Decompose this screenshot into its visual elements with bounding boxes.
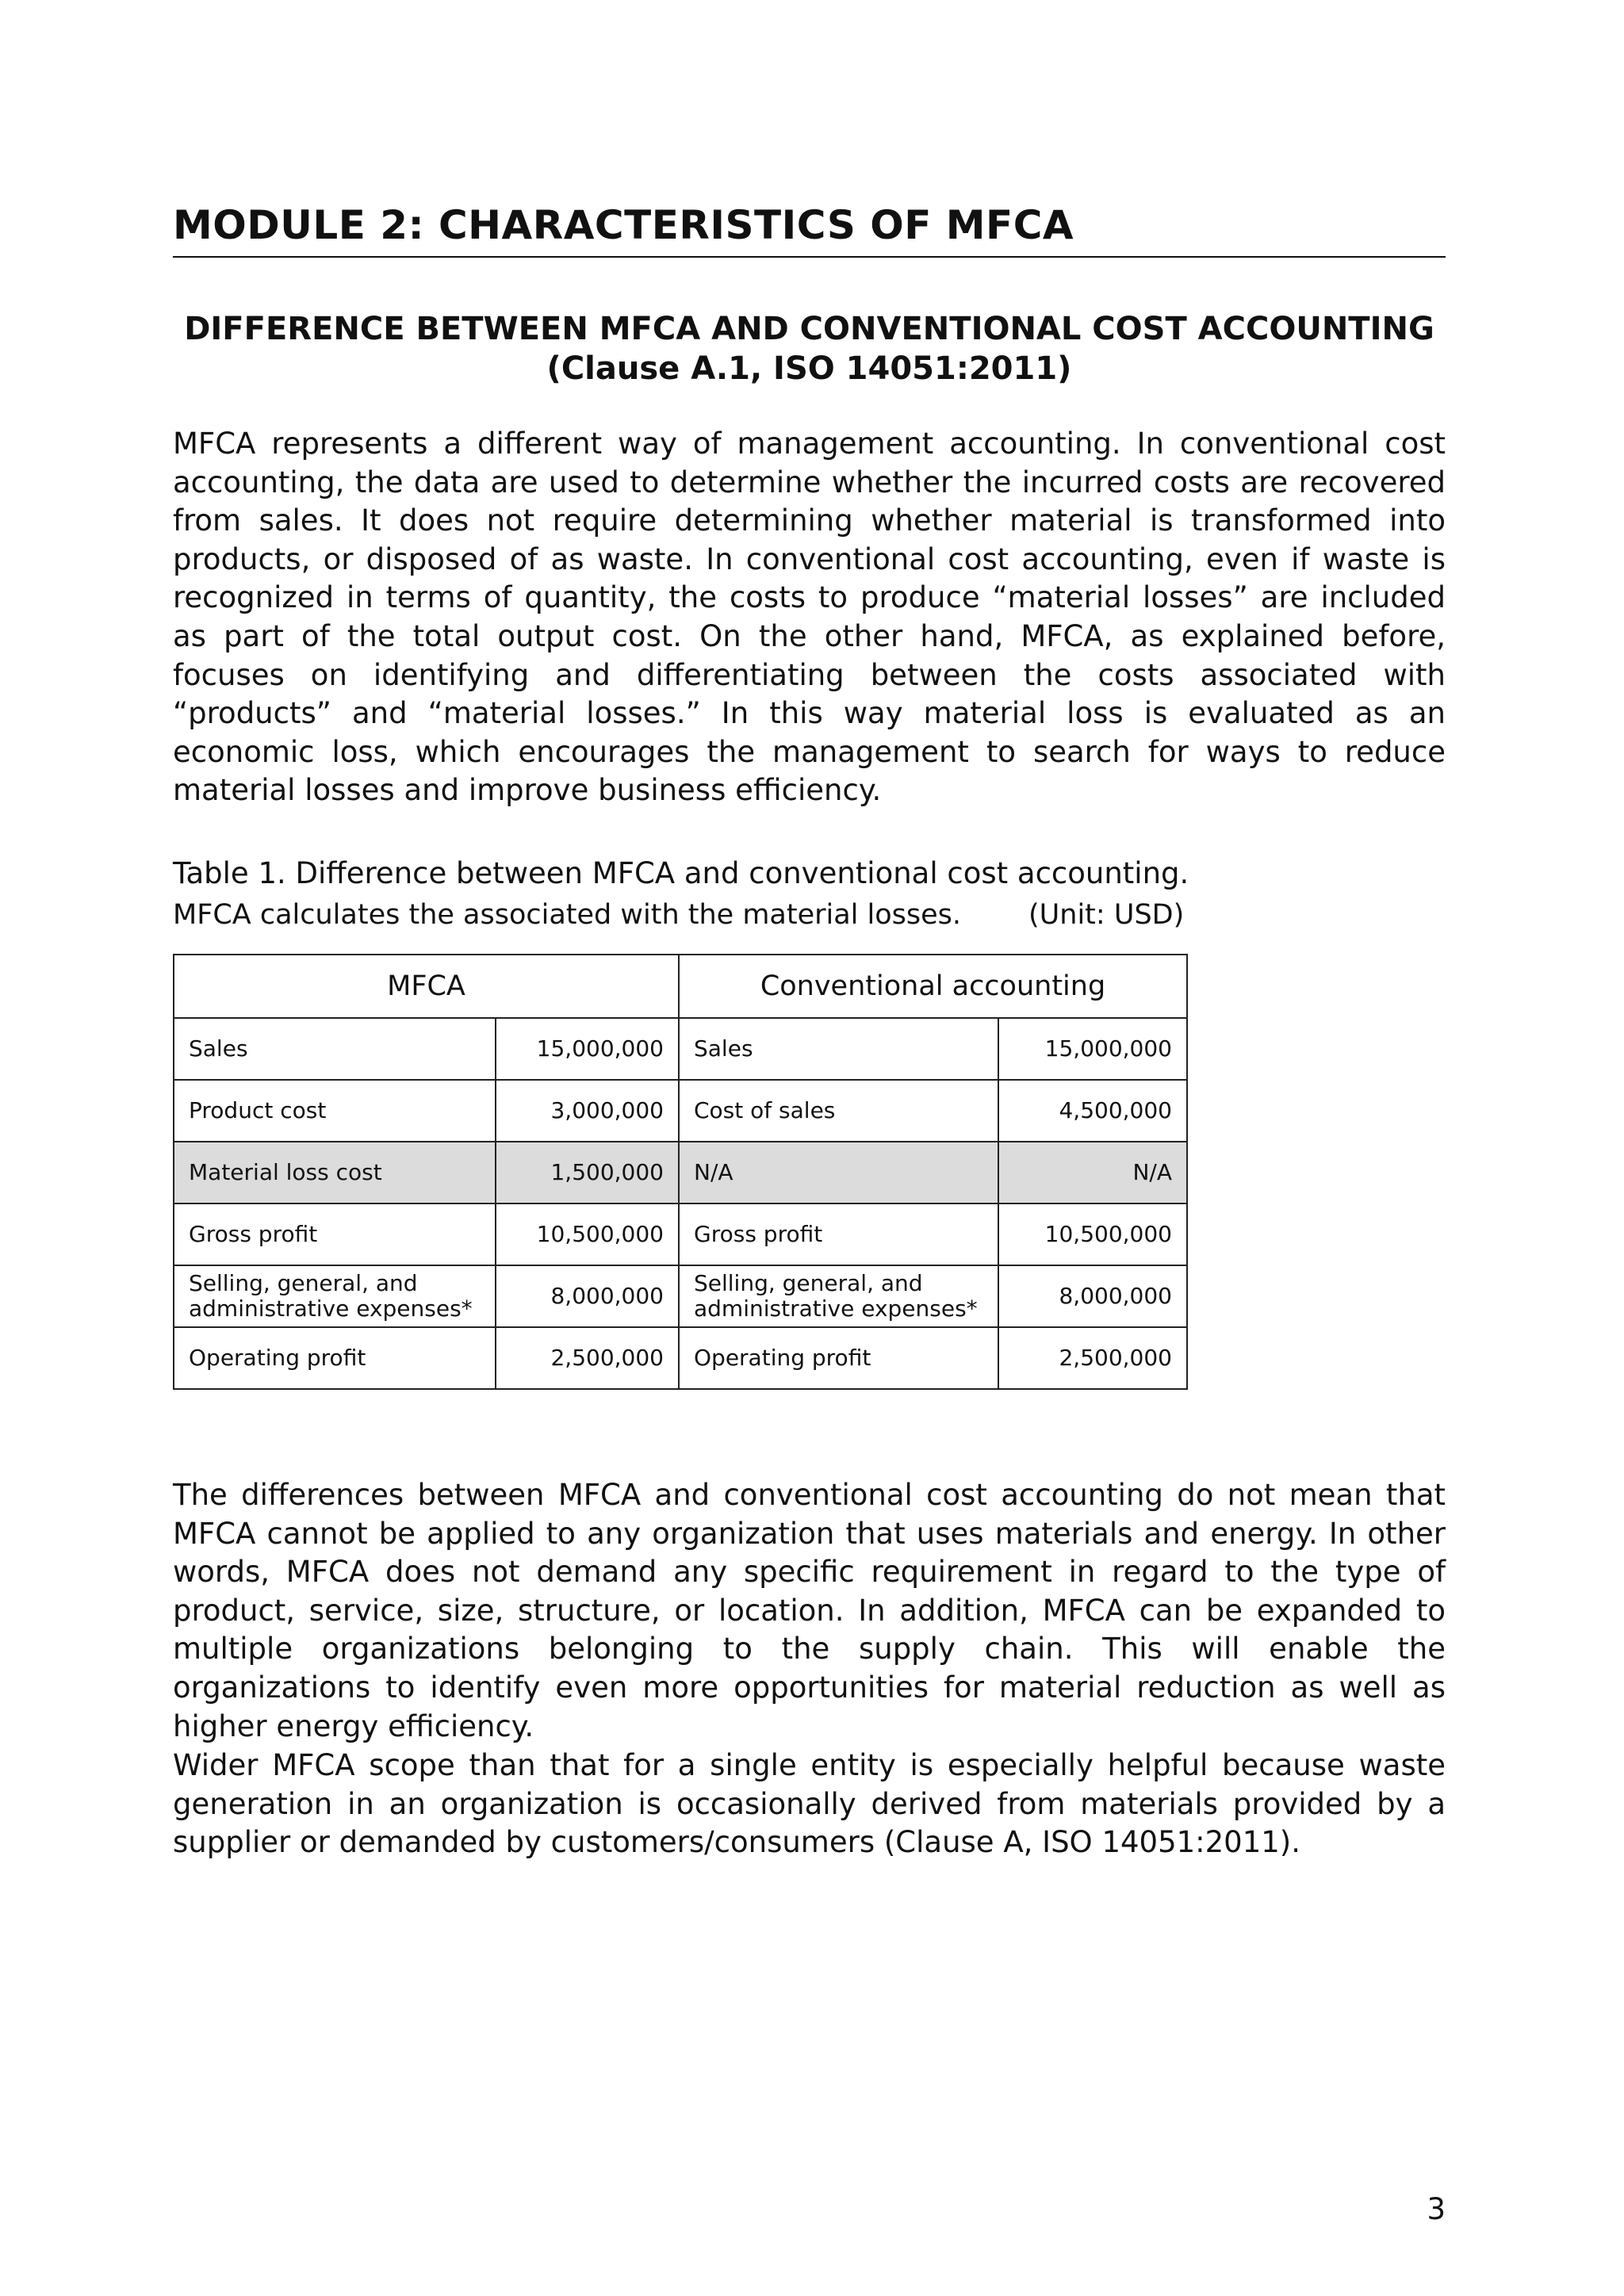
mfca-label: Sales [174, 1018, 496, 1080]
paragraph-differences: The differences between MFCA and conventional cost accounting do not mean that MFCA cannot be applied to any organization that uses materials and energy. In other words, MFCA does not demand any specific requirement in regard to the type of product, service, size, structure, or location. In addition, MFCA can be expanded to multiple organizations belonging to the supply chain. This will enable the organizations to identify even more opportunities for material reduction as well as higher energy efficiency. [173, 1478, 1446, 1743]
conv-label: N/A [679, 1142, 998, 1203]
mfca-value: 10,500,000 [496, 1203, 679, 1265]
comparison-table [173, 954, 1188, 1390]
table-caption: Table 1. Difference between MFCA and conventional cost accounting. [173, 856, 1189, 890]
conv-value: 2,500,000 [998, 1327, 1187, 1389]
table-row-highlighted [174, 1142, 1187, 1203]
section-title-line1: DIFFERENCE BETWEEN MFCA AND CONVENTIONAL COST ACCOUNTING [184, 311, 1434, 347]
table-row [174, 1327, 1187, 1389]
table-row [174, 1080, 1187, 1142]
mfca-label: Product cost [174, 1080, 496, 1142]
mfca-value: 15,000,000 [496, 1018, 679, 1080]
table-unit: (Unit: USD) [1028, 899, 1185, 931]
section-title [173, 309, 1446, 388]
conv-label: Selling, general, and administrative expenses* [679, 1265, 998, 1327]
table-subcaption: MFCA calculates the associated with the material losses. [173, 899, 962, 931]
paragraph-intro: MFCA represents a different way of management accounting. In conventional cost accounting, the data are used to determine whether the incurred costs are recovered from sales. It does not require determining whether material is transformed into products, or disposed of as waste. In conventional cost accounting, even if waste is recognized in terms of quantity, the costs to produce “material losses” are included as part of the total output cost. On the other hand, MFCA, as explained before, focuses on identifying and differentiating between the costs associated with “products” and “material losses.” In this way material loss is evaluated as an economic loss, which encourages the management to search for ways to reduce material losses and improve business efficiency. [173, 427, 1446, 808]
conv-label: Operating profit [679, 1327, 998, 1389]
mfca-label: Operating profit [174, 1327, 496, 1389]
section-title-line2: (Clause A.1, ISO 14051:2011) [546, 350, 1072, 387]
conv-value: 15,000,000 [998, 1018, 1187, 1080]
mfca-label: Material loss cost [174, 1142, 496, 1203]
conv-label: Sales [679, 1018, 998, 1080]
table-row [174, 1265, 1187, 1327]
conv-label: Gross profit [679, 1203, 998, 1265]
mfca-value: 3,000,000 [496, 1080, 679, 1142]
mfca-value: 8,000,000 [496, 1265, 679, 1327]
conv-value: 10,500,000 [998, 1203, 1187, 1265]
mfca-value: 1,500,000 [496, 1142, 679, 1203]
table-row [174, 1018, 1187, 1080]
conv-value: 8,000,000 [998, 1265, 1187, 1327]
header-mfca: MFCA [174, 955, 679, 1018]
table-row [174, 1203, 1187, 1265]
mfca-label: Selling, general, and administrative expenses* [174, 1265, 496, 1327]
page-number: 3 [1427, 2192, 1446, 2226]
module-title: MODULE 2: CHARACTERISTICS OF MFCA [173, 202, 1446, 258]
mfca-label: Gross profit [174, 1203, 496, 1265]
mfca-value: 2,500,000 [496, 1327, 679, 1389]
conv-value: N/A [998, 1142, 1187, 1203]
conv-value: 4,500,000 [998, 1080, 1187, 1142]
table-header-row [174, 955, 1187, 1018]
conv-label: Cost of sales [679, 1080, 998, 1142]
paragraph-wider-scope: Wider MFCA scope than that for a single entity is especially helpful because waste generation in an organization is occasionally derived from materials provided by a supplier or demanded by customers/consumers (Clause A, ISO 14051:2011). [173, 1748, 1446, 1860]
header-conventional: Conventional accounting [679, 955, 1187, 1018]
